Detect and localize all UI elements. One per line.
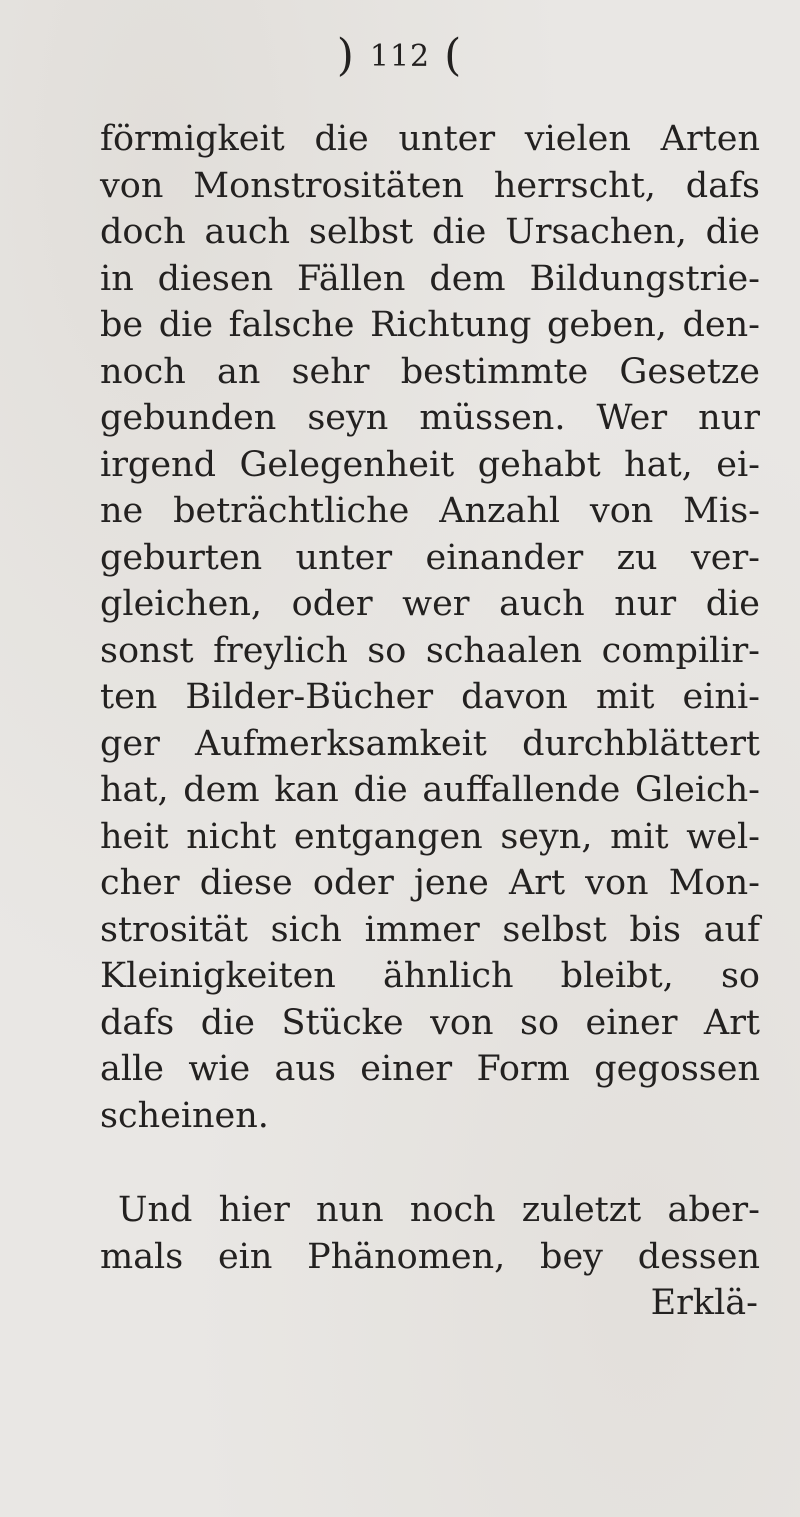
paragraph-1 — [100, 116, 760, 1139]
text-line: ten Bilder-Bücher davon mit eini- — [100, 677, 760, 717]
text-line: Und hier nun noch zuletzt aber- — [118, 1190, 760, 1230]
text-line: sonst freylich so schaalen compilir- — [100, 630, 760, 671]
text-line: gleichen, oder wer auch nur die — [100, 584, 760, 624]
text-line: ne beträchtliche Anzahl von Mis- — [100, 491, 760, 531]
text-line: in diesen Fällen dem Bildungstrie- — [100, 258, 760, 299]
text-line: alle wie aus einer Form gegossen — [100, 1049, 760, 1089]
text-line: förmigkeit die unter vielen Arten — [100, 119, 760, 159]
text-line: doch auch selbst die Ursachen, die — [100, 212, 760, 252]
running-head-right-paren: ( — [444, 30, 464, 81]
text-line: mals ein Phänomen, bey dessen — [100, 1236, 760, 1277]
text-line: ger Aufmerksamkeit durchblättert — [100, 723, 760, 764]
text-line: gebunden seyn müssen. Wer nur — [100, 398, 760, 438]
body-text — [100, 116, 760, 1327]
text-line: Kleinigkeiten ähnlich bleibt, so — [100, 956, 760, 996]
text-line: noch an sehr bestimmte Gesetze — [100, 351, 760, 392]
text-line: heit nicht entgangen seyn, mit wel- — [100, 816, 760, 857]
text-line: hat, dem kan die auffallende Gleich- — [100, 770, 760, 810]
page-number: 112 — [369, 39, 431, 74]
running-head — [0, 30, 800, 81]
catchword: Erklä- — [650, 1283, 758, 1323]
running-head-left-paren: ) — [336, 30, 356, 81]
text-line: dafs die Stücke von so einer Art — [100, 1002, 760, 1043]
text-line: strosität sich immer selbst bis auf — [100, 909, 760, 950]
paragraph-2 — [100, 1187, 760, 1280]
text-line: be die falsche Richtung geben, den- — [100, 305, 760, 345]
text-line: von Monstrositäten herrscht, dafs — [100, 165, 760, 206]
text-line: irgend Gelegenheit gehabt hat, ei- — [100, 444, 760, 485]
text-line: cher diese oder jene Art von Mon- — [100, 863, 760, 903]
text-line: geburten unter einander zu ver- — [100, 537, 760, 578]
paragraph-gap — [100, 1139, 760, 1187]
text-line: scheinen. — [100, 1095, 269, 1136]
